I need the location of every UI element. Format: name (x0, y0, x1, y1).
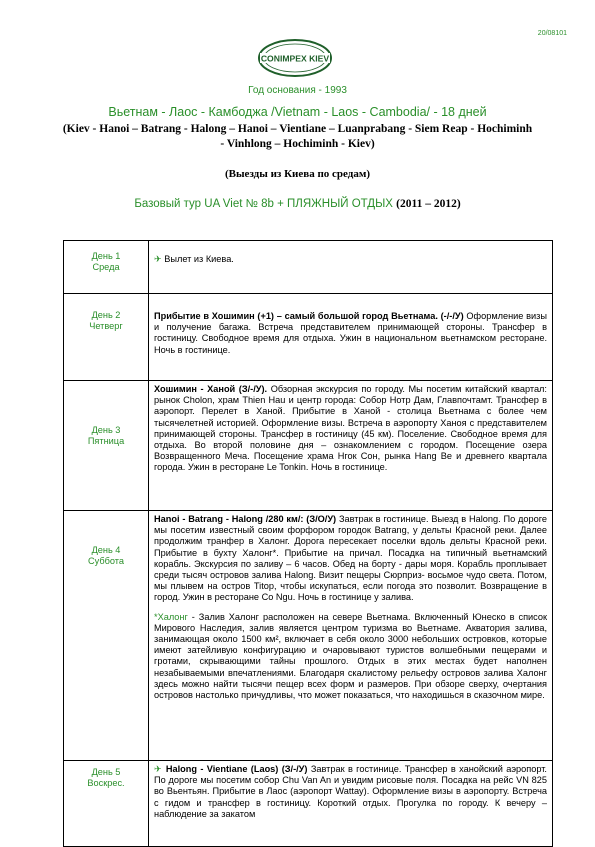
day-description (149, 511, 553, 761)
day-text: Завтрак в гостинице. Трансфер в ханойский аэропорт. По дороге мы посетим собор Chu Van An и увидим рисовые поля. Посадка на рейс VN 825 во Вьентьян. Прибытие в Лаос (аэропорт Wattay). Оформление визы в аэропорту. Встреча с гидом и трансфер в гостиницу. Короткий отдых. Прогулка по городу. К вечеру – наблюдение за закатом (154, 764, 547, 819)
day-weekday: Суббота (88, 556, 124, 567)
table-row (64, 381, 553, 511)
table-row (64, 511, 553, 761)
day-weekday: Воскрес. (87, 778, 125, 789)
day-text: Вылет из Киева. (164, 254, 234, 264)
day-cell (64, 511, 149, 761)
itinerary-table (63, 240, 553, 847)
day-cell (64, 761, 149, 847)
day-weekday: Пятница (87, 436, 125, 447)
table-row (64, 294, 553, 381)
day-weekday: Среда (92, 262, 120, 273)
arrow-icon: ✈ (154, 254, 162, 264)
document-code: 20/08101 (537, 30, 567, 37)
day-text: Обзорная экскурсия по городу. Мы посетим китайский квартал: рынок Cholon, храм Thien Hau и центр города: Собор Нотр Дам, Главпочтамт. Трансфер в аэропорт. Перелет в Ханой. Прибытие в Ханой - столица Вьетнама с более чем тысячелетней историей. Оформление визы. Встреча в аэропорту Ханоя с представителем принимающей стороны. Трансфер в гостиницу (45 км). Поселение. Свободное время для отдыха. Во второй половине дня – ознакомлением с городом. Посещение озера Возвращенного Меча. Посещение храма Нгок Сон, рынка Hang Be и древнего квартала города. Ужин в ресторане Le Tonkin. Ночь в гостинице. (154, 384, 547, 473)
arrow-icon: ✈ (154, 764, 163, 774)
route-line: (Kiev - Hanoi – Batrang - Halong – Hanoi – Vientiane – Luanprabang - Siem Reap - Hochiminh - Vinhlong – Hochiminh - Kiev) (62, 123, 533, 150)
day-description (149, 761, 553, 847)
day-number: День 4 (91, 545, 121, 555)
note-text: - Залив Халонг расположен на севере Вьетнама. Включенный Юнеско в список Мирового Наследия, залив является центром туризма во Вьетнаме. Акватория залива, занимающая около 1500 км², включает в себя около 3000 небольших островков, которые имеют затейливую конфигурацию и очаровывают туристов волшебными пещерами и гротами, скрывающими тайны прошлого. Отдых в этих местах будет наполнен незабываемыми впечатлениями. Благодаря скалистому рельефу островов залива Халонг здесь можно найти тысячи пещер всех форм и размеров. При обзоре сверху, очертания островов настолько причудливы, что может показаться, что находишься в сказочном мире. (154, 611, 547, 701)
halong-note (154, 612, 547, 702)
day-heading: Хошимин - Ханой (З/-/У). (154, 384, 268, 394)
day-text: Оформление визы и получение багажа. Встреча представителем принимающей стороны. Трансфер в гостиницу. Свободное время для отдыха. Ужин в национальном вьетнамском ресторане. Ночь в гостинице. (154, 311, 547, 355)
day-heading: Halong - Vientiane (Laos) (З/-/У) (165, 764, 308, 774)
table-row (64, 761, 553, 847)
founded-year: Год основания - 1993 (248, 85, 347, 96)
tour-name-text: Базовый тур UA Viet № 8b + ПЛЯЖНЫЙ ОТДЫХ (134, 198, 393, 210)
day-number: День 1 (91, 251, 121, 261)
tour-title: Вьетнам - Лаос - Камбоджа /Vietnam - Laos - Cambodia/ - 18 дней (108, 105, 487, 119)
table-row (64, 241, 553, 294)
tour-years: (2011 – 2012) (396, 198, 461, 210)
day-number: День 5 (91, 767, 121, 777)
note-heading: *Халонг (154, 611, 188, 622)
day-number: День 3 (91, 425, 121, 435)
day-cell (64, 294, 149, 381)
day-description (149, 241, 553, 294)
tour-name (0, 198, 595, 210)
day-description (149, 294, 553, 381)
day-heading: Прибытие в Хошимин (+1) – самый большой город Вьетнама. (-/-/У) (154, 311, 464, 321)
day-number: День 2 (91, 310, 121, 320)
company-logo (257, 38, 333, 78)
day-text: Завтрак в гостинице. Выезд в Halong. По дороге мы посетим известный своим форфором городок Batrang, у дельты Красной реки. Далее продолжим транфер в Халонг. Дорога пересекает поселки вдоль дельты Красной реки. Прибытие в бухту Халонг*. Прибытие на причал. Посадка на типичный вьетнамский корабль. Экскурсия по заливу – 6 часов. Обед на борту - дары моря. Корабль проплывает среди тысяч островов залива Halong. Визит пещеры Сюрприз- восьмое чудо света. Потом, мы плывем на остров Titop, чтобы искупаться, если погода это позволит. Возвращение в город. Ужин в ресторане Co Ngu. Ночь в гостинице у залива. (154, 514, 547, 603)
day-cell (64, 381, 149, 511)
day-weekday: Четверг (89, 321, 123, 332)
day-description (149, 381, 553, 511)
svg-text:CONIMPEX KIEV: CONIMPEX KIEV (260, 53, 330, 64)
day-heading: Hanoi - Batrang - Halong /280 км/: (З/О/У) (154, 514, 337, 524)
day-cell (64, 241, 149, 294)
departures-note: (Выезды из Киева по средам) (224, 168, 371, 180)
